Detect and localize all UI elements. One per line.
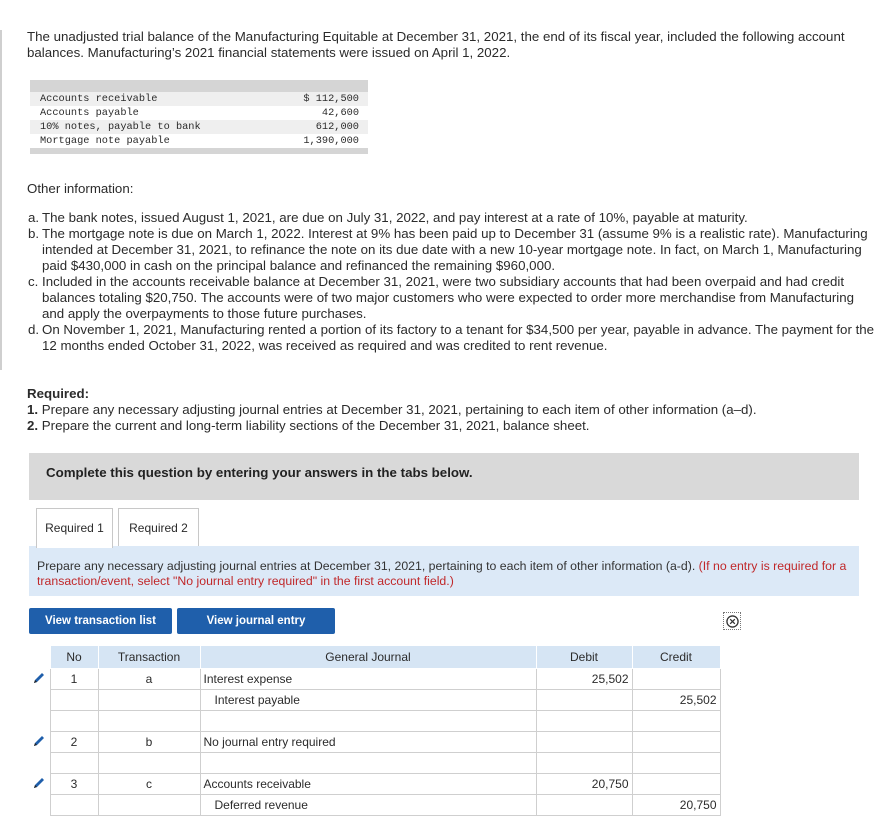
entry-no — [50, 690, 98, 711]
edit-col-header — [28, 646, 50, 669]
item-text: The mortgage note is due on March 1, 2022. Interest at 9% has been paid up to December 31 (assume 9% is a realistic rate). Manufacturing intended at December 31, 2021, to refinance the note on its due date with a new 10-year mortgage note. In fact, on March 1, Manufacturing paid $430,000 in cash on the principal balance and refinanced the remaining $960,000. — [42, 226, 868, 273]
other-info-title: Other information: — [27, 181, 134, 196]
entry-no: 3 — [50, 774, 98, 795]
table-row — [28, 669, 720, 690]
credit-field[interactable] — [632, 732, 720, 753]
entry-no — [50, 795, 98, 816]
account-value: 42,600 — [321, 107, 359, 119]
entry-transaction — [98, 753, 200, 774]
entry-transaction — [98, 795, 200, 816]
pencil-icon — [32, 734, 46, 748]
item-text: On November 1, 2021, Manufacturing rented a portion of its factory to a tenant for $34,500 per year, payable in advance. The payment for the 12 months ended October 31, 2022, was received as required and was credited to rent revenue. — [42, 322, 875, 353]
account-name: 10% notes, payable to bank — [40, 121, 201, 133]
tab-required-1[interactable]: Required 1 — [36, 508, 113, 548]
entry-transaction — [98, 690, 200, 711]
header-credit: Credit — [632, 646, 720, 669]
edit-cell — [28, 795, 50, 816]
table-row — [28, 795, 720, 816]
debit-field[interactable]: 20,750 — [536, 774, 632, 795]
tab-required-2[interactable]: Required 2 — [118, 508, 199, 548]
instruction-note: (If no entry is required for a transaction/event, select "No journal entry required" in the first account field.) — [37, 559, 847, 588]
left-border — [0, 30, 2, 370]
debit-field[interactable] — [536, 795, 632, 816]
edit-cell[interactable] — [28, 732, 50, 753]
instruction-text: Prepare any necessary adjusting journal entries at December 31, 2021, pertaining to each item of other information (a-d). — [37, 559, 696, 573]
instruction-banner — [29, 453, 859, 500]
close-icon[interactable] — [723, 612, 741, 630]
list-item — [28, 322, 878, 354]
header-debit: Debit — [536, 646, 632, 669]
debit-field[interactable] — [536, 711, 632, 732]
item-text: The bank notes, issued August 1, 2021, are due on July 31, 2022, and pay interest at a rate of 10%, payable at maturity. — [42, 210, 748, 225]
entry-no — [50, 753, 98, 774]
table-row — [28, 690, 720, 711]
trial-balance-row — [30, 106, 368, 120]
entry-no — [50, 711, 98, 732]
table-row — [28, 774, 720, 795]
credit-field[interactable]: 25,502 — [632, 690, 720, 711]
debit-field[interactable] — [536, 732, 632, 753]
list-item — [28, 226, 878, 274]
edit-cell — [28, 753, 50, 774]
edit-cell[interactable] — [28, 669, 50, 690]
trial-balance-row — [30, 134, 368, 148]
edit-cell[interactable] — [28, 774, 50, 795]
account-field[interactable] — [200, 753, 536, 774]
header-no: No — [50, 646, 98, 669]
required-num: 1. — [27, 402, 39, 417]
header-general-journal: General Journal — [200, 646, 536, 669]
credit-field[interactable] — [632, 774, 720, 795]
account-field[interactable]: No journal entry required — [200, 732, 536, 753]
item-text: Included in the accounts receivable balance at December 31, 2021, were two subsidiary accounts that had been overpaid and had credit balances totaling $20,750. The accounts were of two major customers who were expected to order more merchandise from Manufacturing and apply the overpayments to those future purchases. — [42, 274, 855, 321]
banner-text: Complete this question by entering your answers in the tabs below. — [46, 465, 473, 480]
pencil-icon — [32, 776, 46, 790]
debit-field[interactable]: 25,502 — [536, 669, 632, 690]
entry-transaction: c — [98, 774, 200, 795]
account-field[interactable]: Accounts receivable — [200, 774, 536, 795]
list-item — [28, 210, 878, 226]
trial-balance-table — [30, 80, 368, 154]
other-info-list — [28, 210, 878, 354]
item-label: d. — [28, 322, 40, 337]
view-journal-worksheet-button[interactable]: View journal entry — [177, 608, 335, 634]
account-field[interactable]: Interest expense — [200, 669, 536, 690]
edit-cell — [28, 690, 50, 711]
account-field[interactable]: Deferred revenue — [200, 795, 536, 816]
account-field[interactable] — [200, 711, 536, 732]
entry-no: 1 — [50, 669, 98, 690]
entry-transaction: a — [98, 669, 200, 690]
account-name: Accounts receivable — [40, 93, 158, 105]
entry-transaction: b — [98, 732, 200, 753]
table-row — [28, 711, 720, 732]
account-field[interactable]: Interest payable — [200, 690, 536, 711]
journal-header-row — [28, 646, 720, 669]
debit-field[interactable] — [536, 690, 632, 711]
item-label: a. — [28, 210, 40, 225]
header-transaction: Transaction — [98, 646, 200, 669]
edit-cell — [28, 711, 50, 732]
trial-balance-row — [30, 120, 368, 134]
required-item-2 — [27, 418, 590, 433]
required-item-1 — [27, 402, 757, 417]
entry-transaction — [98, 711, 200, 732]
tab-panel — [29, 546, 859, 596]
required-num: 2. — [27, 418, 39, 433]
table-row — [28, 732, 720, 753]
item-label: b. — [28, 226, 40, 241]
required-text: Prepare any necessary adjusting journal entries at December 31, 2021, pertaining to each item of other information (a–d). — [41, 402, 757, 417]
debit-field[interactable] — [536, 753, 632, 774]
panel-instruction — [37, 559, 852, 589]
account-name: Mortgage note payable — [40, 135, 170, 147]
account-value: 612,000 — [315, 121, 359, 133]
required-text: Prepare the current and long-term liability sections of the December 31, 2021, balance sheet. — [41, 418, 590, 433]
credit-field[interactable] — [632, 711, 720, 732]
entry-no: 2 — [50, 732, 98, 753]
account-value: 1,390,000 — [303, 135, 359, 147]
account-value: $ 112,500 — [303, 93, 359, 105]
required-heading: Required: — [27, 386, 90, 401]
table-row — [28, 753, 720, 774]
account-name: Accounts payable — [40, 107, 139, 119]
view-transaction-list-button[interactable]: View transaction list — [29, 608, 172, 634]
trial-balance-footer — [30, 148, 368, 154]
item-label: c. — [28, 274, 39, 289]
journal-table — [28, 645, 721, 816]
credit-field[interactable]: 20,750 — [632, 795, 720, 816]
credit-field[interactable] — [632, 669, 720, 690]
trial-balance-row — [30, 92, 368, 106]
pencil-icon — [32, 671, 46, 685]
credit-field[interactable] — [632, 753, 720, 774]
trial-balance-header — [30, 80, 368, 92]
problem-intro: The unadjusted trial balance of the Manufacturing Equitable at December 31, 2021, the end of its fiscal year, included the following account balances. Manufacturing’s 2021 financial statements were issued on April 1, 2022. — [27, 29, 845, 60]
list-item — [28, 274, 878, 322]
